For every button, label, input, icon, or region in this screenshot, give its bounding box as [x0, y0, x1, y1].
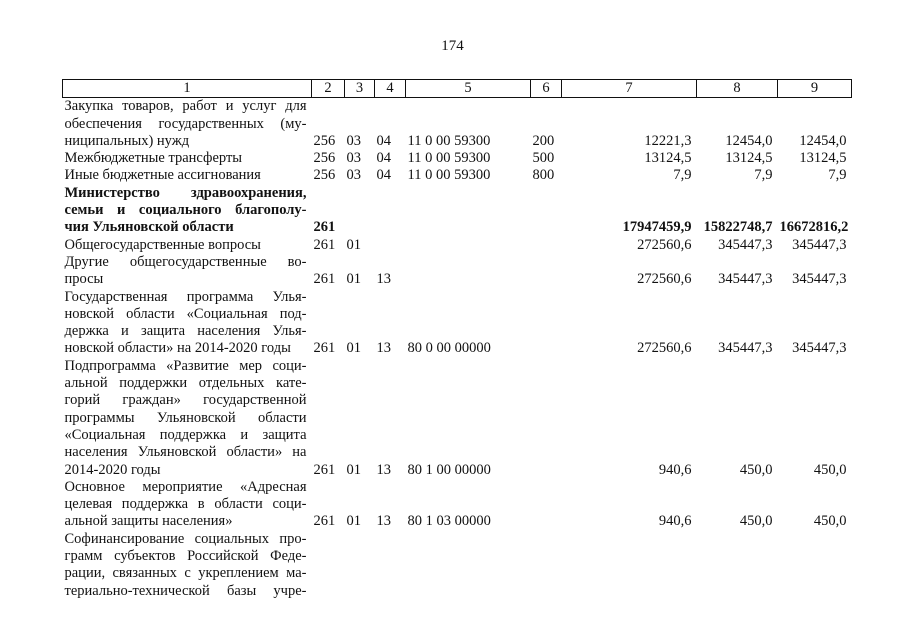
code-subsection: 04 — [376, 132, 391, 149]
amount-col8: 12454,0 — [725, 132, 773, 149]
amount-col8: 7,9 — [754, 167, 773, 184]
table-row — [63, 185, 852, 237]
row-name-line: Министерство здравоохранения, — [64, 184, 307, 201]
amount-col9: 12454,0 — [799, 132, 847, 149]
code-subsection: 13 — [376, 271, 391, 288]
table-row — [63, 289, 852, 358]
code-target-article — [406, 531, 531, 600]
row-name-line: новской области» на 2014-2020 годы — [64, 340, 291, 357]
row-name-line: Софинансирование социальных про- — [64, 530, 307, 547]
code-section: 01 — [346, 340, 361, 357]
header-cell: 1 — [63, 80, 312, 98]
code-target-article: 80 0 00 00000 — [407, 340, 491, 357]
table-row — [63, 531, 852, 600]
table-row — [63, 254, 852, 289]
row-name-line: Подпрограмма «Развитие мер соци- — [64, 357, 307, 374]
code-section: 01 — [346, 461, 361, 478]
code-expense-type — [531, 358, 562, 479]
row-name — [63, 98, 312, 150]
row-name — [63, 358, 312, 479]
code-subsection: 04 — [376, 167, 391, 184]
row-name-line: Государственная программа Улья- — [64, 288, 307, 305]
code-subsection: 13 — [376, 513, 391, 530]
row-name-line: населения Ульяновской области» на — [64, 444, 307, 461]
row-name — [63, 479, 312, 531]
amount-col9: 345447,3 — [792, 340, 847, 357]
code-ved: 261 — [313, 461, 336, 478]
code-target-article: 11 0 00 59300 — [407, 132, 491, 149]
code-section: 01 — [346, 236, 361, 253]
code-subsection — [375, 185, 406, 237]
code-expense-type — [531, 185, 562, 237]
amount-col7: 272560,6 — [637, 236, 692, 253]
amount-col7 — [562, 531, 697, 600]
code-expense-type: 500 — [532, 150, 555, 167]
amount-col9: 345447,3 — [792, 271, 847, 288]
code-expense-type — [531, 254, 562, 289]
row-name-line: Другие общегосударственные во- — [64, 253, 307, 270]
code-target-article: 80 1 00 00000 — [407, 461, 491, 478]
code-expense-type — [531, 531, 562, 600]
code-target-article: 11 0 00 59300 — [407, 150, 491, 167]
row-name — [63, 150, 312, 167]
budget-table — [62, 79, 852, 600]
amount-col9: 450,0 — [813, 461, 847, 478]
code-section — [345, 185, 375, 237]
amount-col9: 450,0 — [813, 513, 847, 530]
row-name-line: «Социальная поддержка и защита — [64, 426, 307, 443]
row-name-line: целевая поддержка в области соци- — [64, 496, 307, 513]
header-cell: 2 — [312, 80, 345, 98]
code-section: 03 — [346, 150, 361, 167]
code-target-article — [406, 185, 531, 237]
row-name — [63, 167, 312, 184]
code-subsection — [375, 531, 406, 600]
row-name — [63, 237, 312, 254]
code-section — [345, 531, 375, 600]
code-expense-type: 800 — [532, 167, 555, 184]
header-cell: 6 — [531, 80, 562, 98]
code-section: 03 — [346, 167, 361, 184]
row-name-line: Иные бюджетные ассигнования — [64, 167, 261, 184]
table-row — [63, 479, 852, 531]
row-name-line: Закупка товаров, работ и услуг для — [64, 98, 307, 115]
row-name-line: держка и защита населения Улья- — [64, 323, 307, 340]
row-name-line: 2014-2020 годы — [64, 461, 161, 478]
code-section: 01 — [346, 271, 361, 288]
page-number: 174 — [441, 38, 464, 54]
row-name-line: семьи и социального благополу- — [64, 202, 307, 219]
code-target-article: 11 0 00 59300 — [407, 167, 491, 184]
code-ved: 261 — [313, 513, 336, 530]
code-ved: 261 — [313, 236, 336, 253]
row-name-line: альной поддержки отдельных кате- — [64, 375, 307, 392]
header-row — [63, 80, 852, 98]
table-body — [63, 98, 852, 600]
code-ved: 261 — [313, 271, 336, 288]
row-name-line: Основное мероприятие «Адресная — [64, 478, 307, 495]
amount-col7: 940,6 — [658, 513, 692, 530]
amount-col7: 272560,6 — [637, 271, 692, 288]
code-expense-type: 200 — [532, 132, 555, 149]
table-row — [63, 358, 852, 479]
code-target-article: 80 1 03 00000 — [407, 513, 491, 530]
header-cell: 7 — [562, 80, 697, 98]
header-cell: 9 — [778, 80, 852, 98]
row-name — [63, 531, 312, 600]
row-name-line: обеспечения государственных (му- — [64, 115, 307, 132]
table-row — [63, 167, 852, 184]
row-name-line: просы — [64, 271, 104, 288]
code-ved: 256 — [313, 132, 336, 149]
row-name-line: программы Ульяновской области — [64, 409, 307, 426]
row-name-line: горий граждан» государственной — [64, 392, 307, 409]
code-subsection: 04 — [376, 150, 391, 167]
row-name-line: Общегосударственные вопросы — [64, 236, 261, 253]
amount-col9: 345447,3 — [792, 236, 847, 253]
row-name-line: новской области «Социальная под- — [64, 305, 307, 322]
row-name-line: Межбюджетные трансферты — [64, 150, 243, 167]
amount-col8: 345447,3 — [718, 236, 773, 253]
code-section: 01 — [346, 513, 361, 530]
header-cell: 5 — [406, 80, 531, 98]
code-subsection: 13 — [376, 340, 391, 357]
amount-col8: 450,0 — [739, 513, 773, 530]
table-row — [63, 150, 852, 167]
amount-col8: 345447,3 — [718, 271, 773, 288]
code-target-article — [406, 237, 531, 254]
row-name-line: чия Ульяновской области — [64, 219, 234, 236]
table-row — [63, 237, 852, 254]
amount-col7: 13124,5 — [644, 150, 692, 167]
code-section: 03 — [346, 132, 361, 149]
amount-col8: 15822748,7 — [703, 219, 773, 236]
code-subsection: 13 — [376, 461, 391, 478]
amount-col8: 345447,3 — [718, 340, 773, 357]
code-expense-type — [531, 479, 562, 531]
code-ved: 261 — [313, 219, 336, 236]
header-cell: 3 — [345, 80, 375, 98]
row-name-line: ниципальных) нужд — [64, 132, 190, 149]
amount-col7: 12221,3 — [644, 132, 692, 149]
code-ved: 256 — [313, 150, 336, 167]
row-name — [63, 254, 312, 289]
amount-col7: 7,9 — [673, 167, 692, 184]
code-expense-type — [531, 289, 562, 358]
code-subsection — [375, 237, 406, 254]
amount-col9: 13124,5 — [799, 150, 847, 167]
amount-col7: 940,6 — [658, 461, 692, 478]
amount-col8: 450,0 — [739, 461, 773, 478]
row-name-line: грамм субъектов Российской Феде- — [64, 548, 307, 565]
row-name-line: рации, связанных с укреплением ма- — [64, 565, 307, 582]
row-name — [63, 185, 312, 237]
amount-col8: 13124,5 — [725, 150, 773, 167]
code-target-article — [406, 254, 531, 289]
row-name-line: альной защиты населения» — [64, 513, 233, 530]
row-name — [63, 289, 312, 358]
amount-col9: 7,9 — [828, 167, 847, 184]
table-row — [63, 98, 852, 150]
header-cell: 8 — [697, 80, 778, 98]
row-name-line: териально-технической базы учре- — [64, 582, 307, 599]
amount-col9 — [778, 531, 852, 600]
amount-col8 — [697, 531, 778, 600]
header-cell: 4 — [375, 80, 406, 98]
code-expense-type — [531, 237, 562, 254]
amount-col7: 17947459,9 — [622, 219, 692, 236]
code-ved: 256 — [313, 167, 336, 184]
amount-col7: 272560,6 — [637, 340, 692, 357]
code-ved — [312, 531, 345, 600]
code-ved: 261 — [313, 340, 336, 357]
amount-col9: 16672816,2 — [779, 219, 849, 236]
